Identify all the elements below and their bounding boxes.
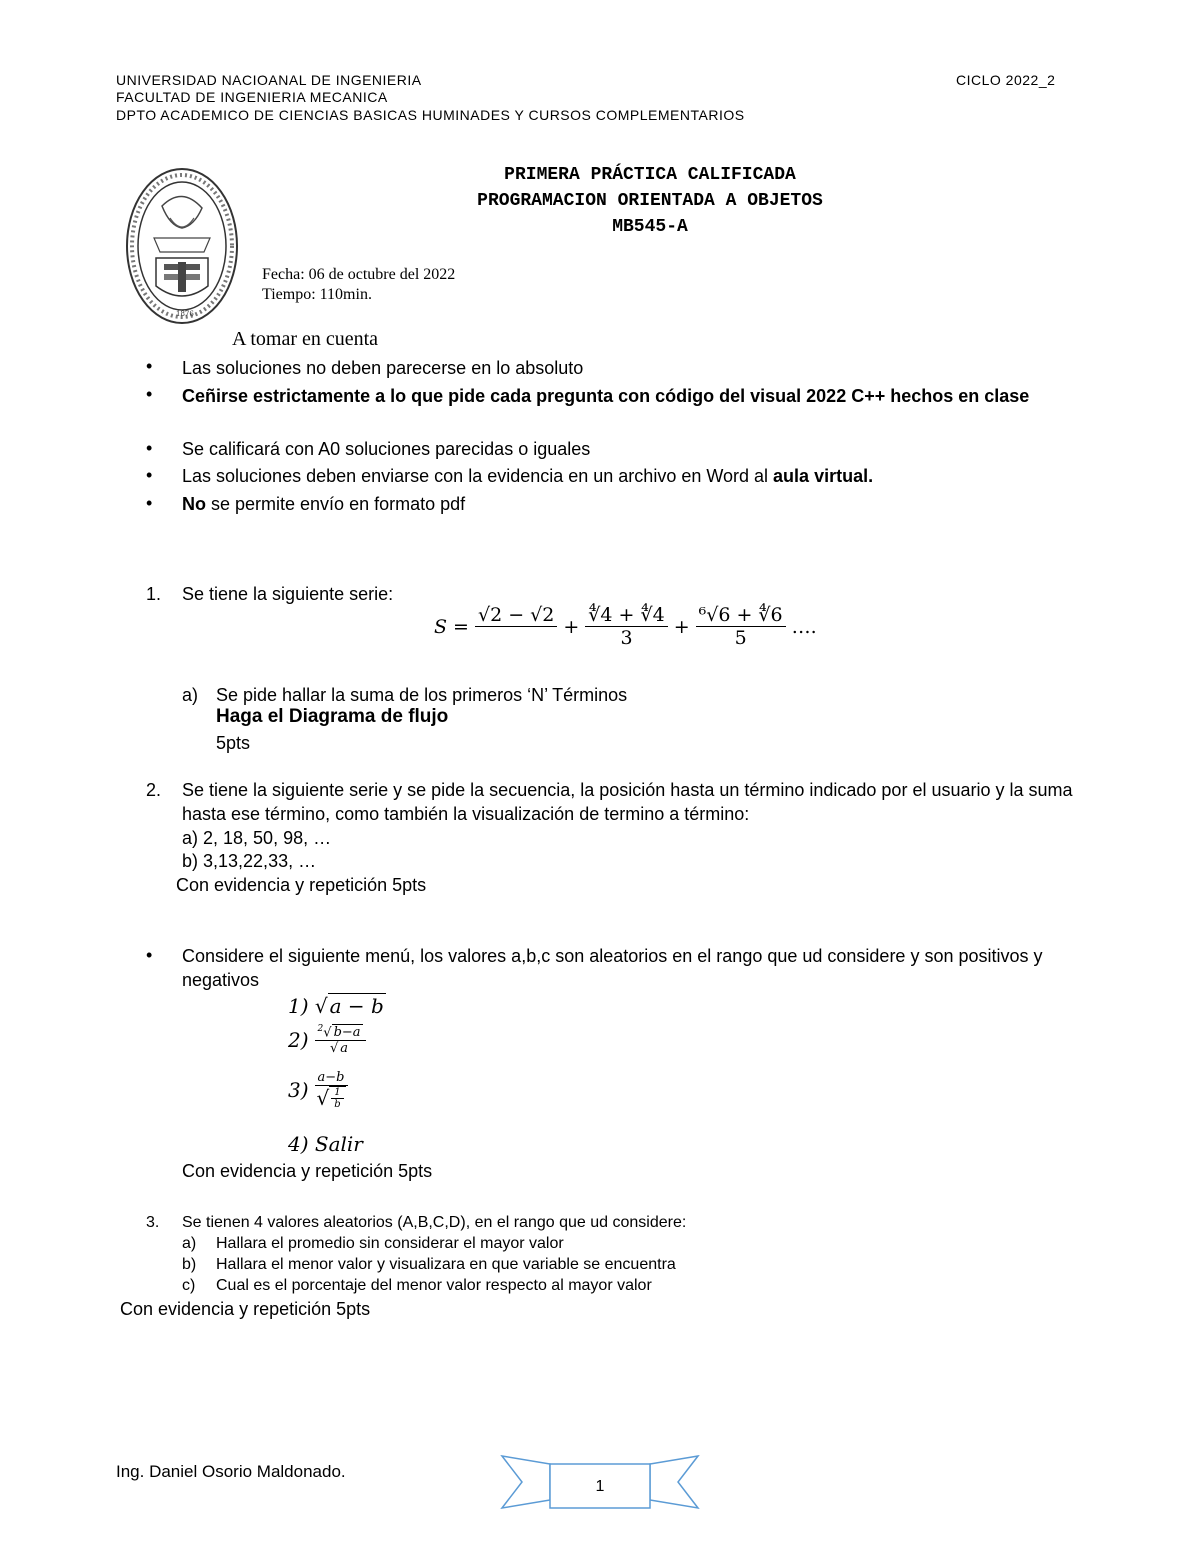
cycle-label: CICLO 2022_2 <box>956 72 1056 88</box>
option-2-num-expr: b−a <box>333 1025 361 1041</box>
q3-a-label: a) <box>182 1235 197 1252</box>
q2-points: Con evidencia y repetición 5pts <box>176 875 427 895</box>
term-3-numerator: ⁶√6 + ∜6 <box>696 604 786 627</box>
note-item-5-text: se permite envío en formato pdf <box>206 494 466 514</box>
exam-time: Tiempo: 110min. <box>262 286 372 303</box>
option-2-label: 2) <box>288 1028 309 1053</box>
svg-text:1876: 1876 <box>176 310 194 318</box>
option-2-index: 2 <box>317 1024 324 1034</box>
q3-c-text: Cual es el porcentaje del menor valor respecto al mayor valor <box>216 1277 652 1294</box>
bullet-icon: • <box>146 465 153 485</box>
q3-b-label: b) <box>182 1256 197 1273</box>
term-2-denominator: 3 <box>620 627 633 649</box>
menu-option-4 <box>288 1132 363 1156</box>
bullet-icon: • <box>146 945 153 965</box>
formula-term-1 <box>475 604 557 649</box>
menu-text: Considere el siguiente menú, los valores a,b,c son aleatorios en el rango que ud considere y son positivos y negativos <box>182 946 1043 990</box>
faculty-name: FACULTAD DE INGENIERIA MECANICA <box>116 89 388 105</box>
option-3-inner-num: 1 <box>331 1087 343 1099</box>
q2-number: 2. <box>146 780 162 800</box>
option-2-fraction <box>315 1024 366 1056</box>
q2-series-b: b) 3,13,22,33, … <box>182 851 317 871</box>
option-3-inner-den: b <box>334 1099 341 1110</box>
sqrt-icon: √ <box>314 994 328 1018</box>
menu-option-1 <box>288 994 386 1018</box>
note-item-2: Ceñirse estrictamente a lo que pide cada pregunta con código del visual 2022 C++ hechos en clase <box>182 386 1030 406</box>
bullet-icon: • <box>146 384 153 404</box>
note-item-4 <box>182 464 873 488</box>
q1-series-formula <box>434 604 817 649</box>
q1-a-label: a) <box>182 685 199 705</box>
option-2-numerator <box>315 1024 366 1041</box>
note-item-5-bold: No <box>182 494 206 514</box>
menu-option-3 <box>288 1070 348 1110</box>
course-code: MB545-A <box>612 217 688 237</box>
option-3-fraction <box>315 1070 348 1110</box>
department-name: DPTO ACADEMICO DE CIENCIAS BASICAS HUMINADES Y CURSOS COMPLEMENTARIOS <box>116 107 745 123</box>
q3-text: Se tienen 4 valores aleatorios (A,B,C,D), en el rango que ud considere: <box>182 1214 687 1231</box>
formula-term-2 <box>585 604 667 649</box>
option-1-label: 1) <box>288 994 309 1018</box>
option-3-inner-fraction <box>329 1086 345 1110</box>
sqrt-icon: √ <box>323 1025 332 1041</box>
page-number-ribbon <box>500 1454 700 1510</box>
formula-plus: + <box>563 615 580 638</box>
option-4-label: 4) <box>288 1132 309 1156</box>
exam-date: Fecha: 06 de octubre del 2022 <box>262 266 456 283</box>
note-item-1: Las soluciones no deben parecerse en lo absoluto <box>182 358 584 378</box>
menu-option-2 <box>288 1024 366 1056</box>
q1-a-subtask: Haga el Diagrama de flujo <box>216 706 449 727</box>
formula-plus: + <box>673 615 690 638</box>
bullet-icon: • <box>146 493 153 513</box>
formula-tail: …. <box>791 615 817 638</box>
q3-b-text: Hallara el menor valor y visualizara en que variable se encuentra <box>216 1256 676 1273</box>
sqrt-icon: √ <box>330 1041 339 1057</box>
q1-a-text: Se pide hallar la suma de los primeros ‘N’ Términos <box>216 685 628 705</box>
bullet-icon: • <box>146 438 153 458</box>
q2-series-a: a) 2, 18, 50, 98, … <box>182 828 332 848</box>
note-item-3: Se calificará con A0 soluciones parecidas o iguales <box>182 439 591 459</box>
term-2-numerator: ∜4 + ∜4 <box>585 604 667 627</box>
bullet-icon: • <box>146 356 153 376</box>
exam-title: PRIMERA PRÁCTICA CALIFICADA <box>504 165 796 185</box>
q1-number: 1. <box>146 584 162 604</box>
formula-term-3 <box>696 604 786 649</box>
note-item-4-bold: aula virtual. <box>773 466 874 486</box>
notes-heading: A tomar en cuenta <box>232 328 379 350</box>
option-3-denominator <box>316 1086 345 1110</box>
page-number: 1 <box>595 1478 605 1495</box>
q2-text: Se tiene la siguiente serie y se pide la secuencia, la posición hasta un término indicado por el usuario y la suma hasta ese término, como también la visualización de termino a término: <box>182 780 1073 824</box>
option-3-numerator: a−b <box>315 1070 348 1086</box>
university-name: UNIVERSIDAD NACIOANAL DE INGENIERIA <box>116 72 422 88</box>
term-1-numerator: √2 − √2 <box>475 604 557 627</box>
q3-points: Con evidencia y repetición 5pts <box>120 1299 371 1319</box>
q1-a-points: 5pts <box>216 733 251 753</box>
term-3-denominator: 5 <box>734 627 747 649</box>
university-seal-icon <box>124 166 240 326</box>
option-1-expr: a − b <box>329 994 384 1018</box>
sqrt-icon: √ <box>316 1086 330 1110</box>
note-item-4-text: Las soluciones deben enviarse con la evidencia en un archivo en Word al <box>182 466 774 486</box>
option-4-text: Salir <box>314 1132 363 1156</box>
q3-number: 3. <box>146 1214 160 1231</box>
option-3-label: 3) <box>288 1078 309 1102</box>
q3-a-text: Hallara el promedio sin considerar el mayor valor <box>216 1235 564 1252</box>
author-name: Ing. Daniel Osorio Maldonado. <box>116 1462 346 1481</box>
option-2-denominator <box>330 1041 350 1056</box>
course-title: PROGRAMACION ORIENTADA A OBJETOS <box>477 191 823 211</box>
q3-c-label: c) <box>182 1277 196 1294</box>
note-item-5 <box>182 492 465 516</box>
q1-text: Se tiene la siguiente serie: <box>182 584 394 604</box>
formula-lhs: S = <box>434 615 469 638</box>
menu-points: Con evidencia y repetición 5pts <box>182 1161 433 1181</box>
option-2-den-expr: a <box>340 1041 349 1057</box>
